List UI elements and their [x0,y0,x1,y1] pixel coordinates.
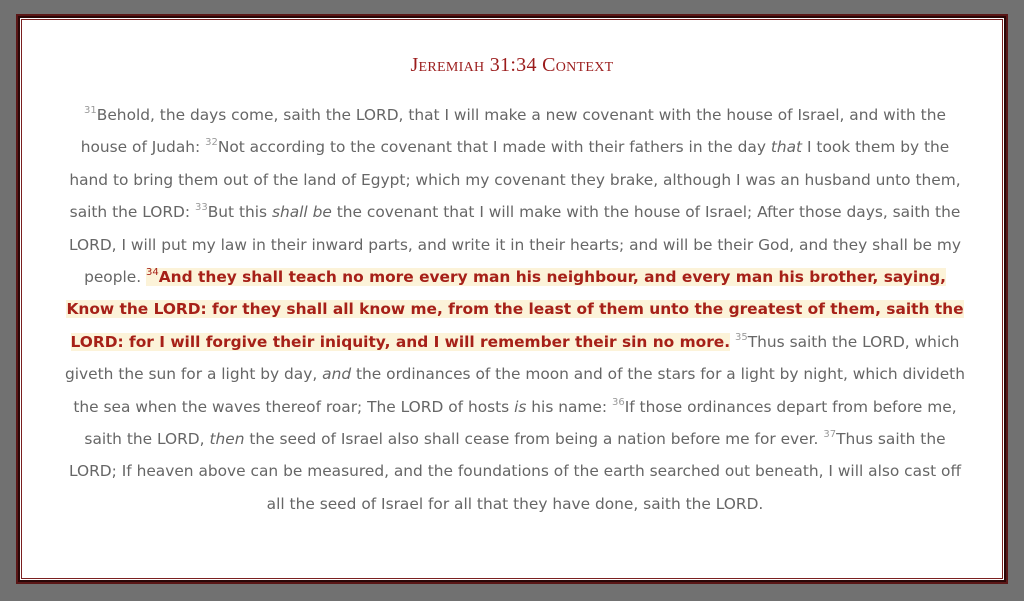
verse-text-italic: and [322,365,352,384]
verse-text: Thus saith the LORD; If heaven above can be measured, and the foundations of the earth searched out beneath, I will also cast off all the seed of Israel for all that they have done, saith the LORD. [68,430,962,513]
verse-text: I took them by the hand to bring them out of the land of Egypt; which my covenant they brake, although I was an husband unto them, saith the LORD: [69,138,961,222]
scripture-passage [60,99,970,520]
verse-text-italic: is [514,397,527,416]
verse-text: his name: [526,397,612,416]
verse-text: the covenant that I will make with the house of Israel; After those days, saith the LORD, I will put my law in their inward parts, and write it in their hearts; and will be their God, and they shall be my people. [69,203,961,287]
verse-number: 32 [205,137,218,149]
verse-text: Behold, the days come, saith the LORD, that I will make a new covenant with the house of Israel, and with the house of Judah: [80,106,946,157]
page-title: Jeremiah 31:34 Context [410,54,614,76]
context-panel-inner [21,19,1003,579]
verse-number: 31 [84,105,97,116]
verse-text-italic: shall be [271,203,332,222]
verse-text: But this [207,203,272,222]
verse-text: And they shall teach no more every man his neighbour, and every man his brother, saying, Know the LORD: for they shall all know me, from the least of them unto the greatest of them, saith the LORD: for I will forgive their iniquity, and I will remember their sin no more. [66,268,964,351]
verse-text: If those ordinances depart from before me, saith the LORD, [84,397,957,449]
verse-text: Not according to the covenant that I made with their fathers in the day [217,138,771,157]
verse-number: 37 [823,429,837,441]
verse-number: 34 [146,267,159,279]
verse-number: 35 [735,331,748,343]
verse-number: 33 [195,202,208,214]
verse-text-italic: then [209,430,245,449]
verse-text: Thus saith the LORD, which giveth the sun for a light by day, [65,332,960,384]
context-panel [18,16,1006,582]
verse-text: the seed of Israel also shall cease from being a nation before me for ever. [244,430,824,449]
verse-text-italic: that [770,138,803,157]
verse-number: 36 [611,396,625,408]
verse-text: the ordinances of the moon and of the stars for a light by night, which divideth the sea when the waves thereof roar; The LORD of hosts [73,365,965,416]
